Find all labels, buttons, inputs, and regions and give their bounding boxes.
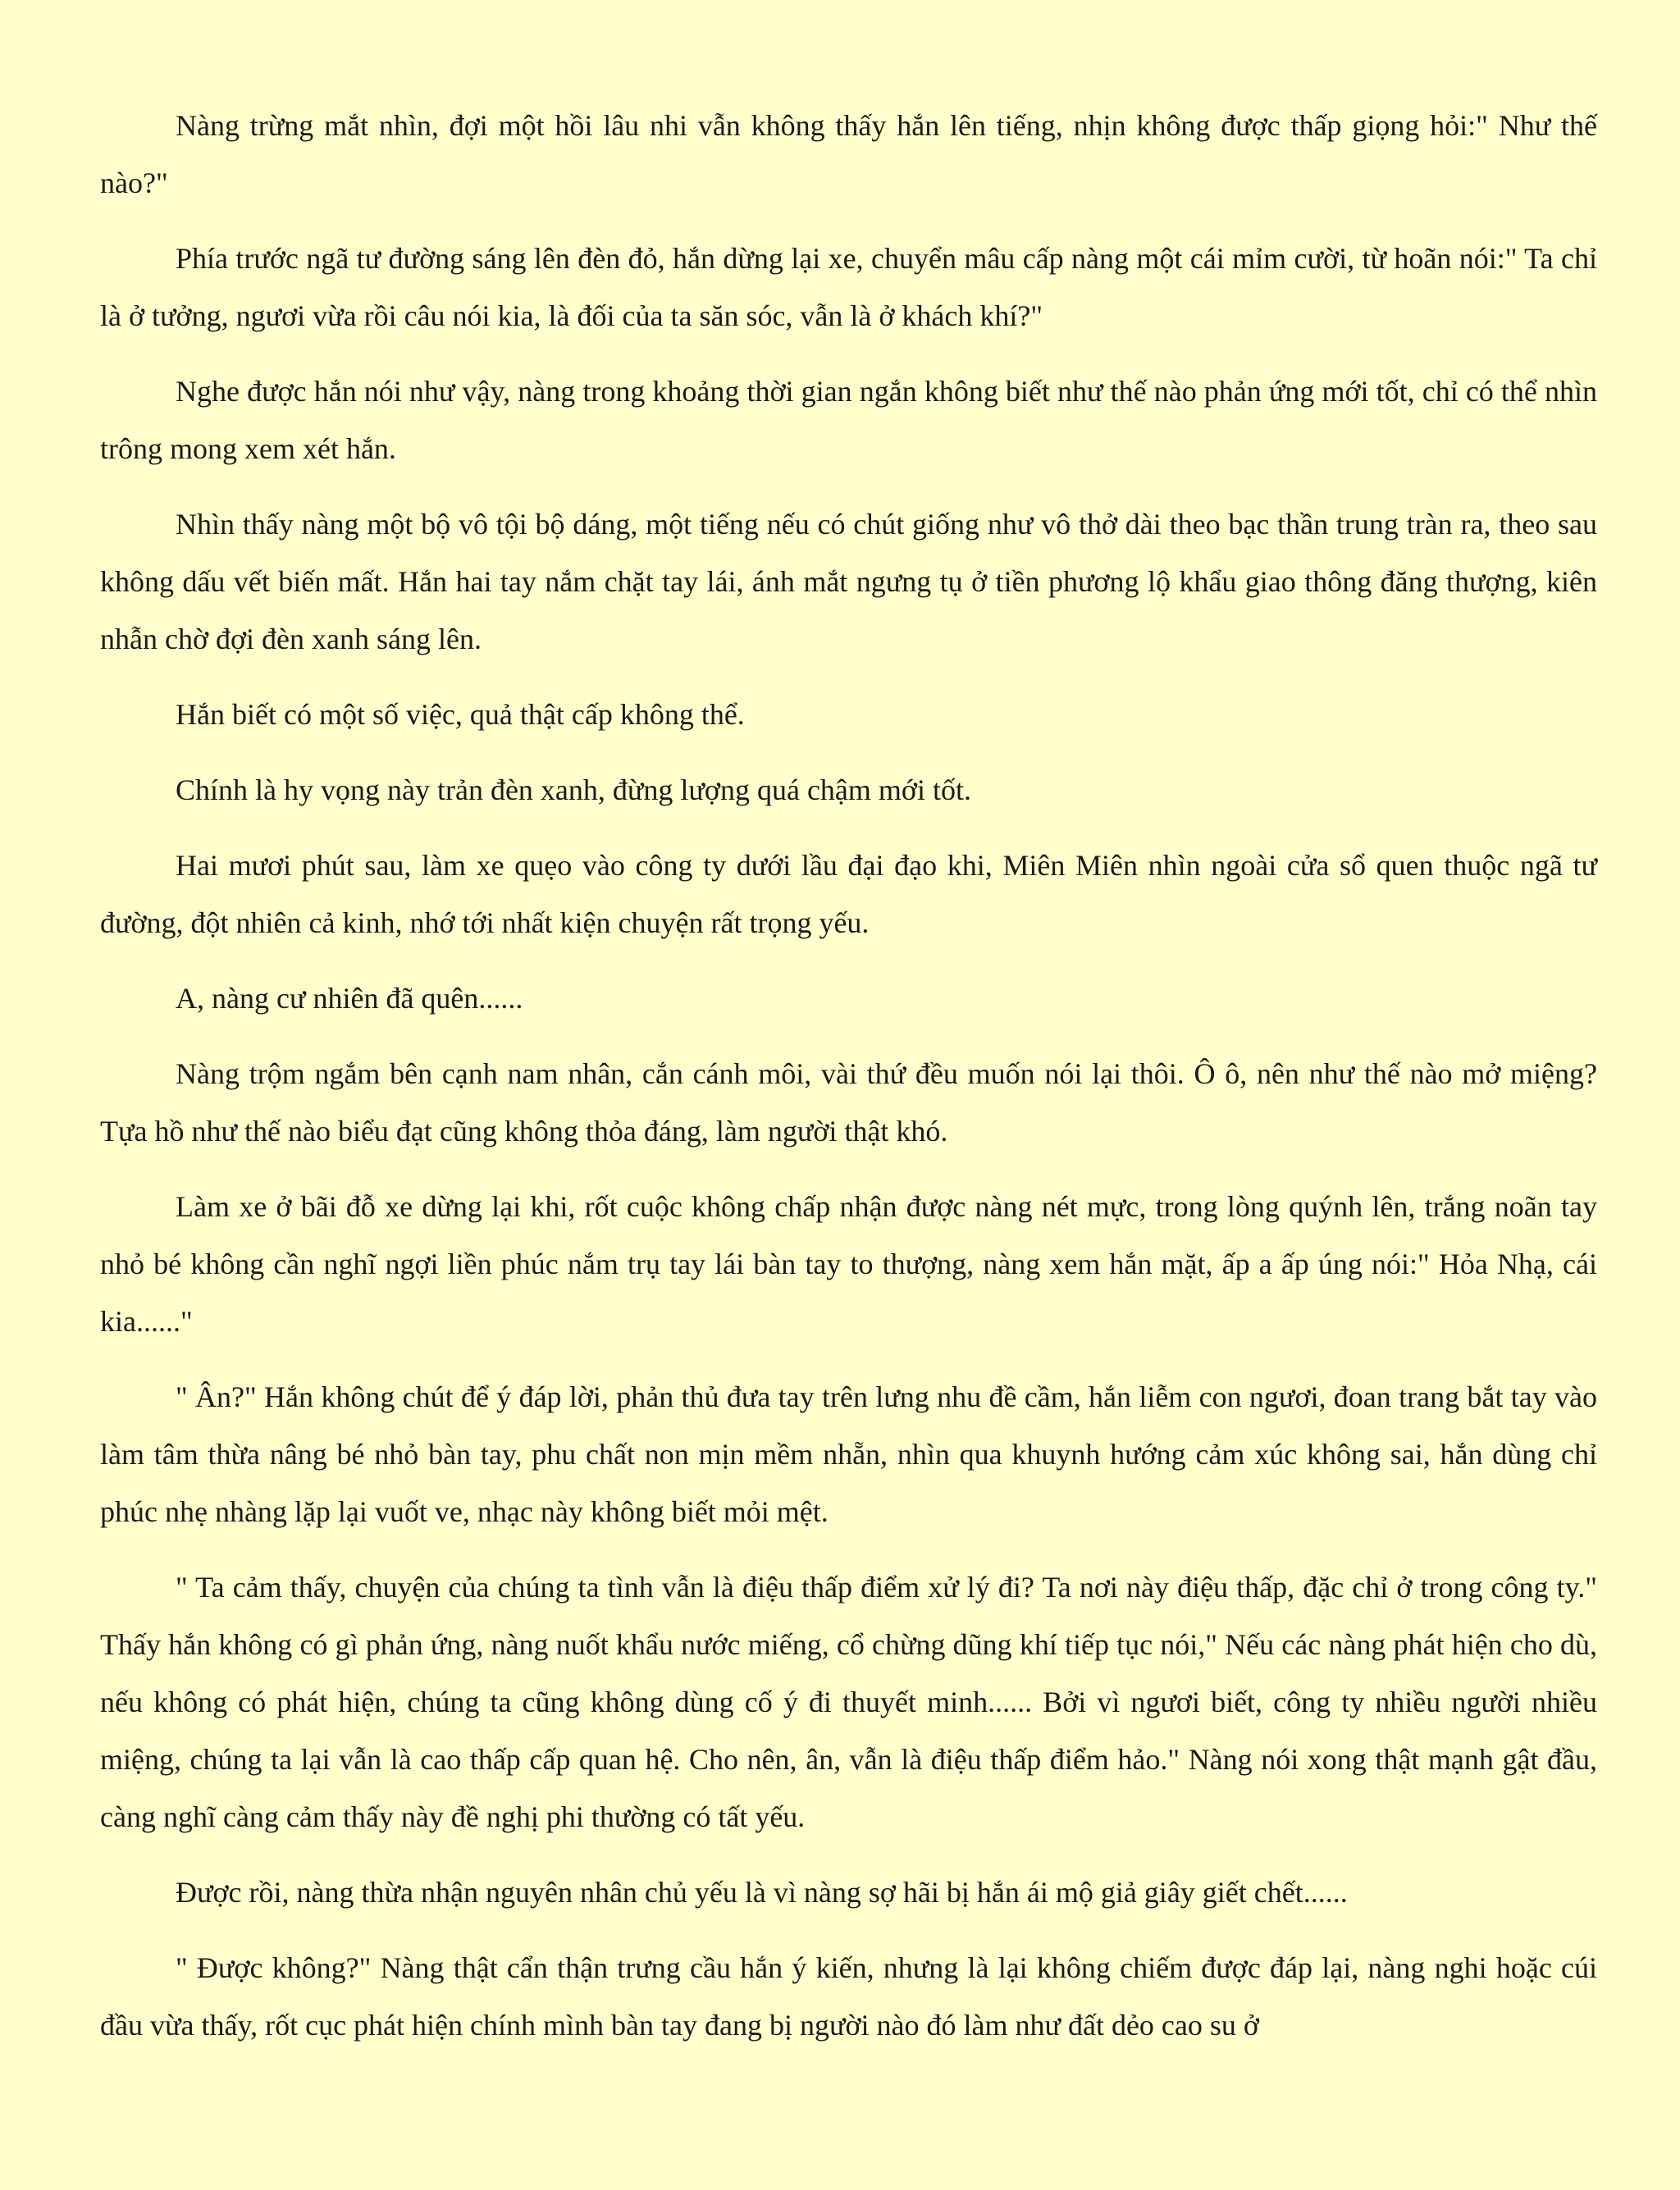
paragraph: Làm xe ở bãi đỗ xe dừng lại khi, rốt cuộc không chấp nhận được nàng nét mực, trong lòng quýnh lên, trắng noãn tay nhỏ bé không cần nghĩ ngợi liền phúc nắm trụ tay lái bàn tay to thượng, nàng xem hắn mặt, ấp a ấp úng nói:" Hỏa Nhạ, cái kia......" — [100, 1190, 1597, 1338]
paragraph: Hắn biết có một số việc, quả thật cấp không thể. — [176, 698, 745, 731]
paragraph: Nhìn thấy nàng một bộ vô tội bộ dáng, một tiếng nếu có chút giống như vô thở dài theo bạc thần trung tràn ra, theo sau không dấu vết biến mất. Hắn hai tay nắm chặt tay lái, ánh mắt ngưng tụ ở tiền phương lộ khẩu giao thông đăng thượng, kiên nhẫn chờ đợi đèn xanh sáng lên. — [100, 508, 1597, 655]
paragraph: Nàng trộm ngắm bên cạnh nam nhân, cắn cánh môi, vài thứ đều muốn nói lại thôi. Ô ô, nên như thế nào mở miệng? Tựa hồ như thế nào biểu đạt cũng không thỏa đáng, làm người thật khó. — [100, 1057, 1597, 1147]
paragraph: " Ta cảm thấy, chuyện của chúng ta tình vẫn là điệu thấp điểm xử lý đi? Ta nơi này điệu thấp, đặc chỉ ở trong công ty." Thấy hắn không có gì phản ứng, nàng nuốt khẩu nước miếng, cổ chừng dũng khí tiếp tục nói," Nếu các nàng phát hiện cho dù, nếu không có phát hiện, chúng ta cũng không dùng cố ý đi thuyết minh...... Bởi vì ngươi biết, công ty nhiều người nhiều miệng, chúng ta lại vẫn là cao thấp cấp quan hệ. Cho nên, ân, vẫn là điệu thấp điểm hảo." Nàng nói xong thật mạnh gật đầu, càng nghĩ càng cảm thấy này đề nghị phi thường có tất yếu. — [100, 1571, 1597, 1833]
paragraph: Hai mươi phút sau, làm xe quẹo vào công ty dưới lầu đại đạo khi, Miên Miên nhìn ngoài cửa sổ quen thuộc ngã tư đường, đột nhiên cả kinh, nhớ tới nhất kiện chuyện rất trọng yếu. — [100, 849, 1597, 939]
paragraph: Nghe được hắn nói như vậy, nàng trong khoảng thời gian ngắn không biết như thế nào phản ứng mới tốt, chỉ có thể nhìn trông mong xem xét hắn. — [100, 375, 1597, 465]
paragraph: Chính là hy vọng này trản đèn xanh, đừng lượng quá chậm mới tốt. — [176, 773, 971, 806]
paragraph: A, nàng cư nhiên đã quên...... — [176, 982, 523, 1015]
paragraph: Được rồi, nàng thừa nhận nguyên nhân chủ yếu là vì nàng sợ hãi bị hắn ái mộ giả giây giết chết...... — [176, 1876, 1348, 1909]
paragraph: " Được không?" Nàng thật cẩn thận trưng cầu hắn ý kiến, nhưng là lại không chiếm được đáp lại, nàng nghi hoặc cúi đầu vừa thấy, rốt cục phát hiện chính mình bàn tay đang bị người nào đó làm như đất dẻo cao su ở — [100, 1951, 1597, 2042]
paragraph: Phía trước ngã tư đường sáng lên đèn đỏ, hắn dừng lại xe, chuyển mâu cấp nàng một cái mỉm cười, từ hoãn nói:" Ta chỉ là ở tưởng, ngươi vừa rồi câu nói kia, là đối của ta săn sóc, vẫn là ở khách khí?" — [100, 242, 1597, 332]
paragraph: Nàng trừng mắt nhìn, đợi một hồi lâu nhi vẫn không thấy hắn lên tiếng, nhịn không được thấp giọng hỏi:" Như thế nào?" — [100, 109, 1597, 199]
paragraph: " Ân?" Hắn không chút để ý đáp lời, phản thủ đưa tay trên lưng nhu đề cầm, hắn liễm con ngươi, đoan trang bắt tay vào làm tâm thừa nâng bé nhỏ bàn tay, phu chất non mịn mềm nhẵn, nhìn qua khuynh hướng cảm xúc không sai, hắn dùng chỉ phúc nhẹ nhàng lặp lại vuốt ve, nhạc này không biết mỏi mệt. — [100, 1380, 1597, 1528]
